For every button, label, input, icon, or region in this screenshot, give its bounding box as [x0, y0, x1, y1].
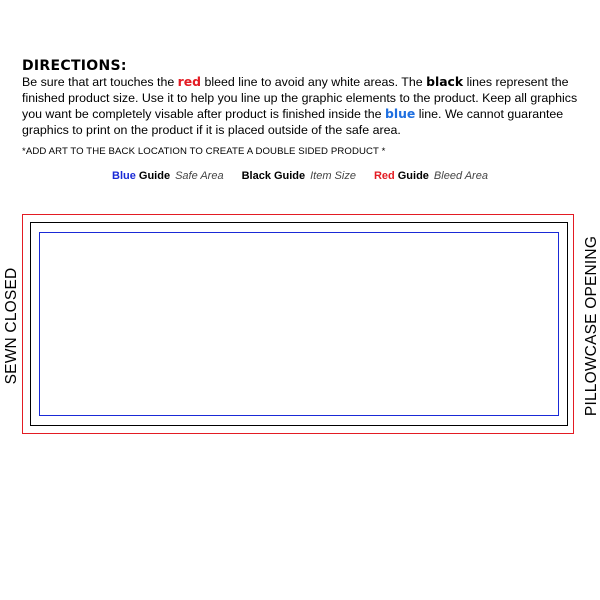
directions-text: Be sure that art touches the: [22, 75, 178, 89]
double-sided-note: *ADD ART TO THE BACK LOCATION TO CREATE A DOUBLE SIDED PRODUCT *: [22, 146, 386, 158]
legend-black-guide: [242, 170, 356, 182]
legend-red-desc: Bleed Area: [433, 170, 488, 182]
legend-guide-word: Guide: [138, 170, 171, 182]
directions-title: DIRECTIONS:: [22, 58, 127, 74]
directions-text: lines represent the finished product size. Use it to help you line up the graphic elements to the product. Keep all graphics you want be completely visable after product is finished inside the: [22, 75, 578, 122]
safe-area-line-blue: [39, 232, 559, 416]
legend-red-color: Red: [373, 170, 395, 182]
keyword-red: red: [177, 74, 202, 89]
legend-blue-color: Blue: [112, 170, 136, 182]
directions-section: [22, 58, 592, 158]
directions-text: bleed line to avoid any white areas. The: [201, 75, 427, 89]
directions-body: [22, 74, 592, 138]
keyword-blue: blue: [384, 106, 416, 122]
legend-black-color: Black: [241, 170, 271, 182]
sewn-closed-label: SEWN CLOSED: [3, 267, 20, 385]
legend-guide-word: Guide: [273, 170, 306, 182]
keyword-black: black: [426, 74, 464, 89]
guide-legend: [0, 170, 600, 182]
directions-text: line. We cannot guarantee graphics to print on the product if it is placed outside of the safe area.: [22, 107, 564, 137]
legend-guide-word: Guide: [397, 170, 429, 182]
legend-blue-desc: Safe Area: [175, 170, 224, 182]
legend-red-guide: [374, 170, 488, 182]
pillowcase-opening-label: PILLOWCASE OPENING: [583, 235, 600, 417]
legend-blue-guide: [112, 170, 224, 182]
legend-black-desc: Item Size: [310, 170, 356, 182]
